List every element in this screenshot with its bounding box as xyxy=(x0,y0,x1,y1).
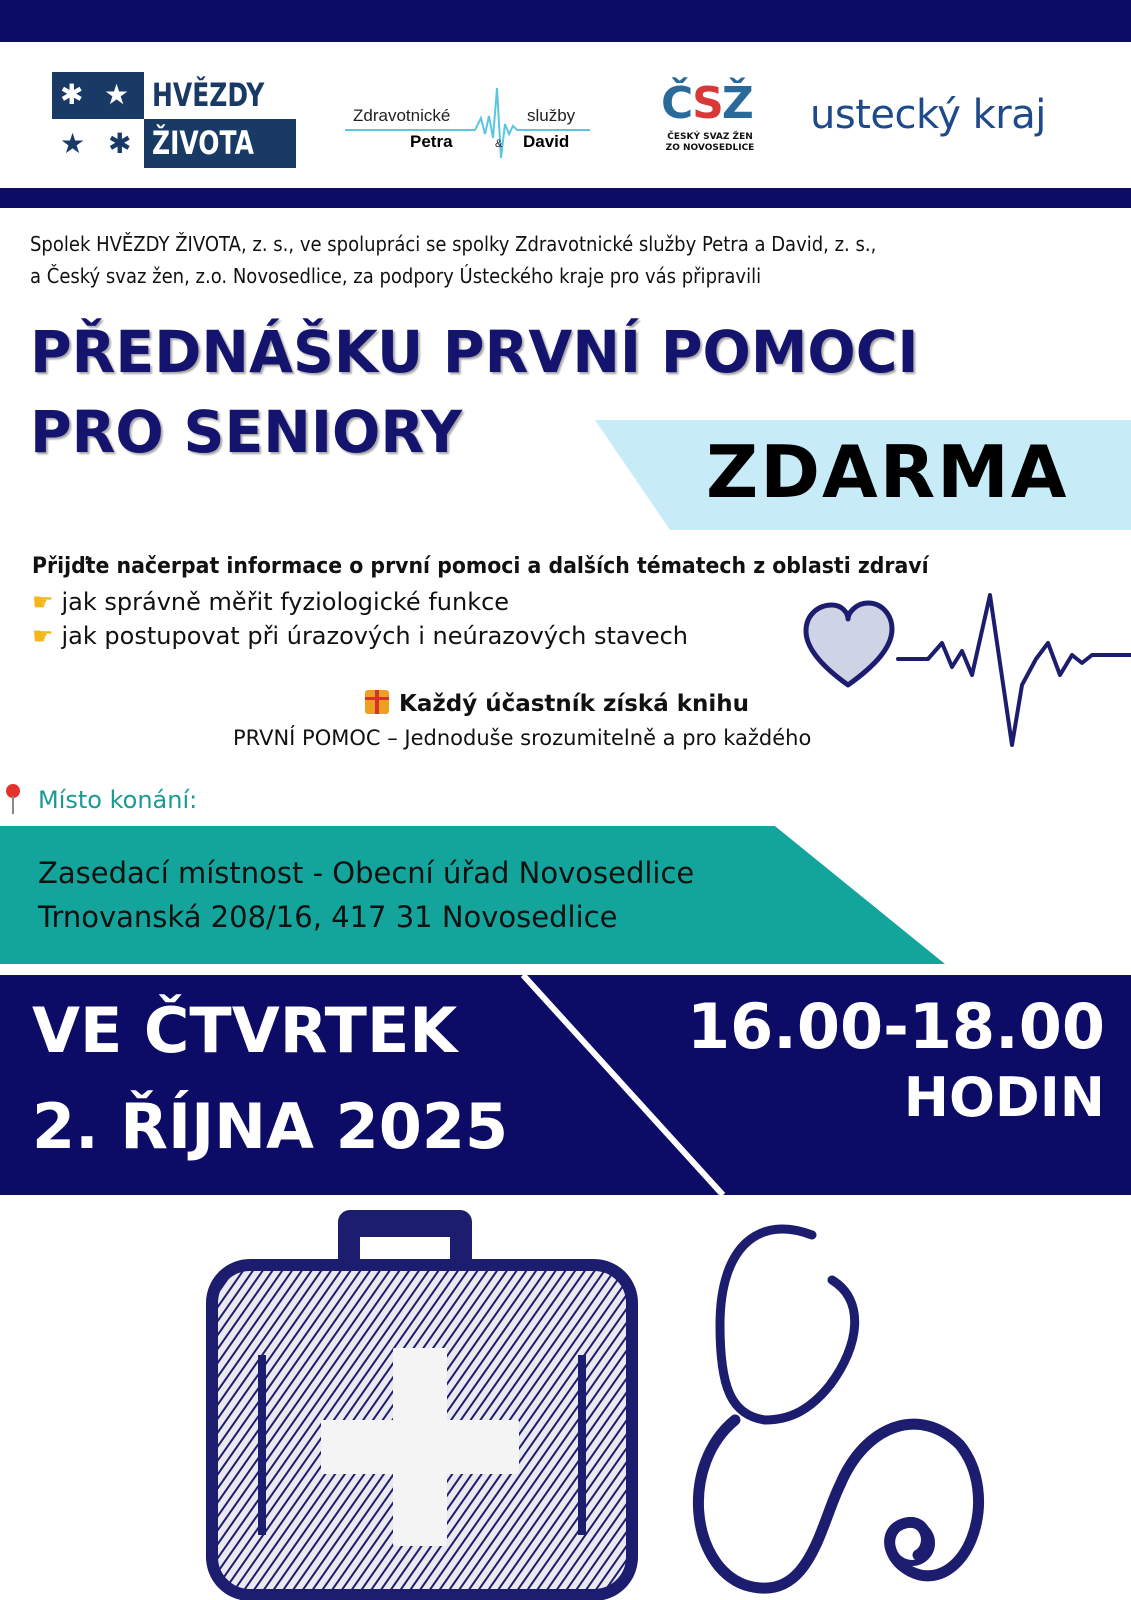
header-top-bar xyxy=(0,0,1131,42)
intro-line: Spolek HVĚZDY ŽIVOTA, z. s., ve spolupráci se spolky Zdravotnické služby Petra a David, z. s., xyxy=(30,232,877,256)
medical-illustration xyxy=(200,1205,1040,1600)
header-bottom-bar xyxy=(0,188,1131,208)
venue-name: Zasedací místnost - Obecní úřad Novosedlice xyxy=(38,856,695,890)
first-aid-kit-icon xyxy=(212,1210,632,1595)
venue-address: Trnovanská 208/16, 417 31 Novosedlice xyxy=(38,900,618,934)
info-bullet xyxy=(32,622,688,650)
title-line2: PRO SENIORY xyxy=(30,398,463,466)
venue-label xyxy=(6,784,197,814)
heart-ecg-icon xyxy=(800,585,1131,765)
pointing-hand-icon: ☛ xyxy=(32,588,54,616)
logo-hvezdy-zivota xyxy=(52,72,304,168)
logo-word-sluzby: služby xyxy=(527,106,576,125)
heartbeat-line-icon xyxy=(345,88,595,168)
book-title: PRVNÍ POMOC – Jednoduše srozumitelně a pro každého xyxy=(233,726,812,750)
intro-line: a Český svaz žen, z.o. Novosedlice, za podpory Ústeckého kraje pro vás připravili xyxy=(30,264,762,288)
info-bullet xyxy=(32,588,509,616)
gift-icon xyxy=(365,690,389,714)
location-pin-icon xyxy=(6,784,20,814)
logo-ustecky-kraj: ustecký kraj xyxy=(810,92,1046,138)
star-of-life-icon: ✱ xyxy=(108,128,132,159)
logo-zdravotnicke-sluzby xyxy=(345,88,595,168)
event-day: VE ČTVRTEK xyxy=(32,994,458,1067)
bullet-text: jak správně měřit fyziologické funkce xyxy=(61,588,510,616)
free-badge: ZDARMA xyxy=(706,430,1069,514)
star-icon: ★ xyxy=(60,128,86,159)
stethoscope-icon xyxy=(698,1229,978,1588)
event-time: 16.00-18.00 xyxy=(687,990,1105,1063)
event-time-unit: HODIN xyxy=(903,1066,1105,1129)
intro-text xyxy=(30,228,1119,292)
title-line1: PŘEDNÁŠKU PRVNÍ POMOCI xyxy=(30,318,919,386)
bullet-text: jak postupovat při úrazových i neúrazových stavech xyxy=(61,622,689,650)
csz-caption: ČESKÝ SVAZ ŽEN ZO NOVOSEDLICE xyxy=(665,132,755,153)
logo-word-david: David xyxy=(523,132,570,151)
pointing-hand-icon: ☛ xyxy=(32,622,54,650)
gift-note xyxy=(365,690,749,717)
logo-cesky-svaz-zen xyxy=(657,80,767,165)
gift-text: Každý účastník získá knihu xyxy=(399,691,750,717)
venue-box xyxy=(0,826,945,964)
logo-text-line1: HVĚZDY xyxy=(152,76,265,114)
info-heading: Přijďte načerpat informace o první pomoci a dalších tématech z oblasti zdraví xyxy=(32,554,929,579)
logo-text-line2: ŽIVOTA xyxy=(152,124,254,162)
star-icon: ★ xyxy=(104,79,130,110)
logo-ampersand: & xyxy=(495,138,503,150)
star-of-life-icon: ✱ xyxy=(60,79,84,110)
csz-monogram: ČSŽ xyxy=(661,78,752,129)
logo-word-petra: Petra xyxy=(410,132,453,151)
logo-word-zdravotnicke: Zdravotnické xyxy=(353,106,451,125)
venue-label-text: Místo konání: xyxy=(38,786,198,814)
event-date: 2. ŘÍJNA 2025 xyxy=(32,1090,509,1163)
